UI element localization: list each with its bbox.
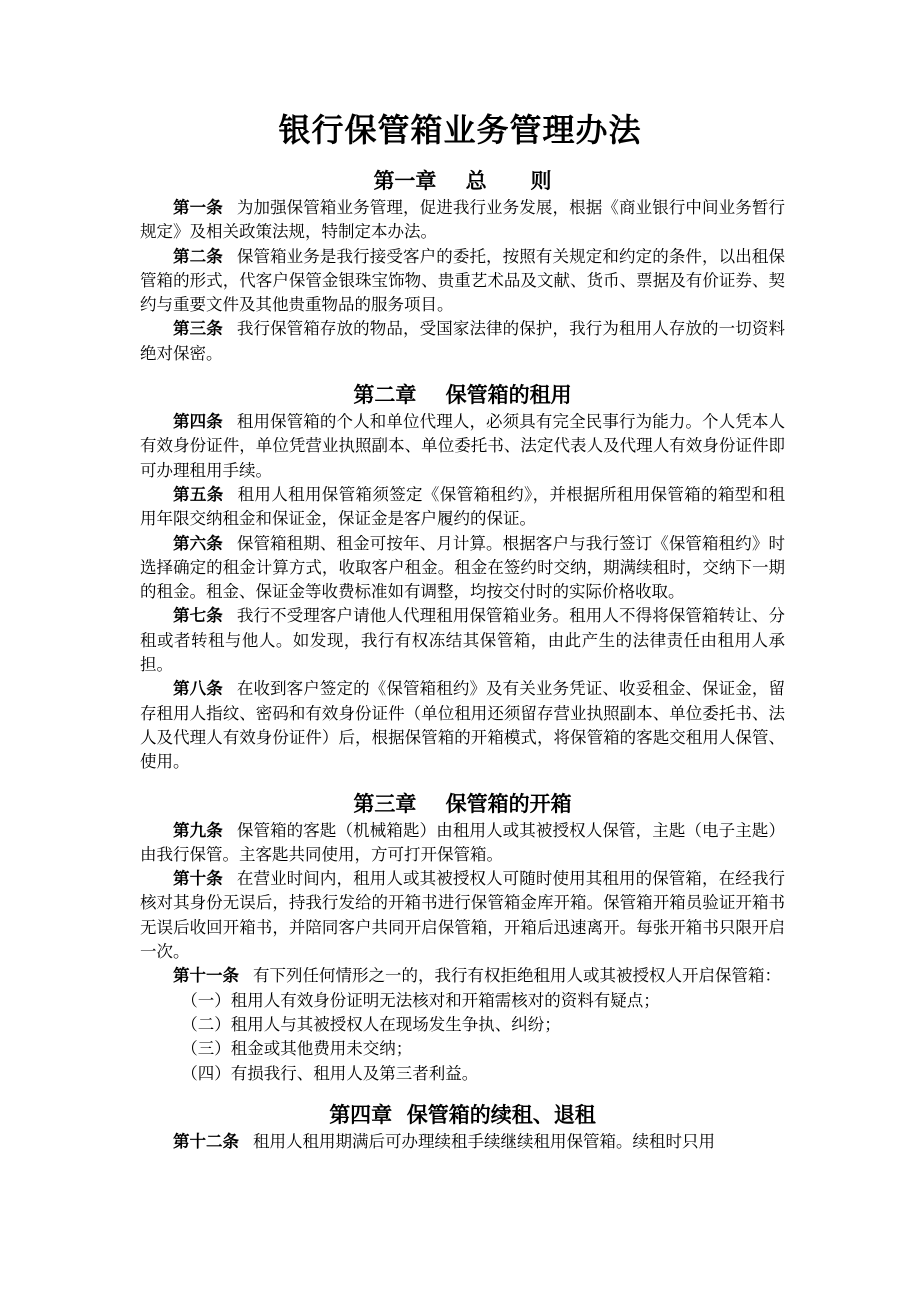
article-text: 我行不受理客户请他人代理租用保管箱业务。租用人不得将保管箱转让、分租或者转租与他人。如发现，我行有权冻结其保管箱，由此产生的法律责任由租用人承担。 [140, 606, 786, 675]
chapter-1 [140, 166, 785, 366]
article-8 [140, 677, 785, 774]
article-label: 第七条 [173, 606, 223, 626]
list-item: （一）租用人有效身份证明无法核对和开箱需核对的资料有疑点； [181, 990, 660, 1010]
article-label: 第十一条 [173, 966, 239, 986]
article-text: 保管箱业务是我行接受客户的委托，按照有关规定和约定的条件，以出租保管箱的形式，代客户保管金银珠宝饰物、贵重艺术品及文献、货币、票据及有价证券、契约与重要文件及其他贵重物品的服务项目。 [140, 246, 786, 315]
article-label: 第十二条 [173, 1131, 239, 1151]
chapter-heading: 第二章 保管箱的租用 [353, 383, 572, 408]
list-item: （四）有损我行、租用人及第三者利益。 [181, 1063, 479, 1083]
article-label: 第五条 [173, 484, 224, 504]
article-text: 租用保管箱的个人和单位代理人，必须具有完全民事行为能力。个人凭本人有效身份证件，单位凭营业执照副本、单位委托书、法定代表人及代理人有效身份证件即可办理租用手续。 [140, 412, 786, 480]
article-3 [140, 317, 785, 366]
chapter-4 [140, 1100, 785, 1154]
article-label: 第十条 [173, 869, 223, 889]
chapter-2 [140, 380, 785, 774]
article-label: 第四条 [173, 412, 223, 432]
article-label: 第一条 [173, 198, 223, 217]
article-2 [140, 245, 785, 318]
article-6 [140, 532, 785, 605]
article-text: 在收到客户签定的《保管箱租约》及有关业务凭证、收妥租金、保证金，留存租用人指纹、密码和有效身份证件（单位租用还须留存营业执照副本、单位委托书、法人及代理人有效身份证件）后，根据保管箱的开箱模式，将保管箱的客匙交租用人保管、使用。 [140, 679, 786, 772]
article-label: 第八条 [173, 679, 223, 699]
document-body [140, 166, 785, 1154]
list-item: （三）租金或其他费用未交纳； [181, 1039, 413, 1059]
article-text: 租用人租用期满后可办理续租手续继续租用保管箱。续租时只用 [253, 1131, 715, 1151]
article-1 [140, 196, 785, 245]
article-label: 第九条 [173, 820, 223, 840]
chapter-heading: 第四章 保管箱的续租、退租 [329, 1102, 596, 1127]
article-12 [140, 1130, 785, 1154]
article-label: 第二条 [173, 246, 223, 266]
chapter-heading: 第一章 总 则 [373, 169, 552, 193]
document-title: 银行保管箱业务管理办法 [278, 111, 642, 149]
article-text: 我行保管箱存放的物品，受国家法律的保护，我行为租用人存放的一切资料绝对保密。 [140, 319, 786, 363]
article-text: 租用人租用保管箱须签定《保管箱租约》，并根据所租用保管箱的箱型和租用年限交纳租金和保证金，保证金是客户履约的保证。 [140, 484, 786, 529]
article-label: 第六条 [173, 533, 223, 553]
article-4 [140, 410, 785, 483]
article-text: 有下列任何情形之一的，我行有权拒绝租用人或其被授权人开启保管箱： [253, 966, 781, 986]
article-11 [140, 964, 785, 988]
chapter-heading: 第三章 保管箱的开箱 [353, 791, 572, 816]
article-7 [140, 604, 785, 677]
list-item: （二）租用人与其被授权人在现场发生争执、纠纷； [181, 1014, 561, 1034]
article-10 [140, 867, 785, 964]
article-text: 在营业时间内，租用人或其被授权人可随时使用其租用的保管箱，在经我行核对其身份无误后，持我行发给的开箱书进行保管箱金库开箱。保管箱开箱员验证开箱书无误后收回开箱书，并陪同客户共同开启保管箱，开箱后迅速离开。每张开箱书只限开启一次。 [140, 869, 786, 962]
article-9 [140, 819, 785, 868]
chapter-3 [140, 789, 785, 1086]
article-text: 保管箱租期、租金可按年、月计算。根据客户与我行签订《保管箱租约》时选择确定的租金计算方式，收取客户租金。租金在签约时交纳，期满续租时，交纳下一期的租金。租金、保证金等收费标准如有调整，均按交付时的实际价格收取。 [140, 533, 786, 602]
article-5 [140, 483, 785, 532]
article-text: 为加强保管箱业务管理，促进我行业务发展，根据《商业银行中间业务暂行规定》及相关政策法规，特制定本办法。 [140, 198, 786, 242]
article-text: 保管箱的客匙（机械箱匙）由租用人或其被授权人保管，主匙（电子主匙）由我行保管。主客匙共同使用，方可打开保管箱。 [140, 820, 786, 864]
article-label: 第三条 [173, 319, 223, 339]
